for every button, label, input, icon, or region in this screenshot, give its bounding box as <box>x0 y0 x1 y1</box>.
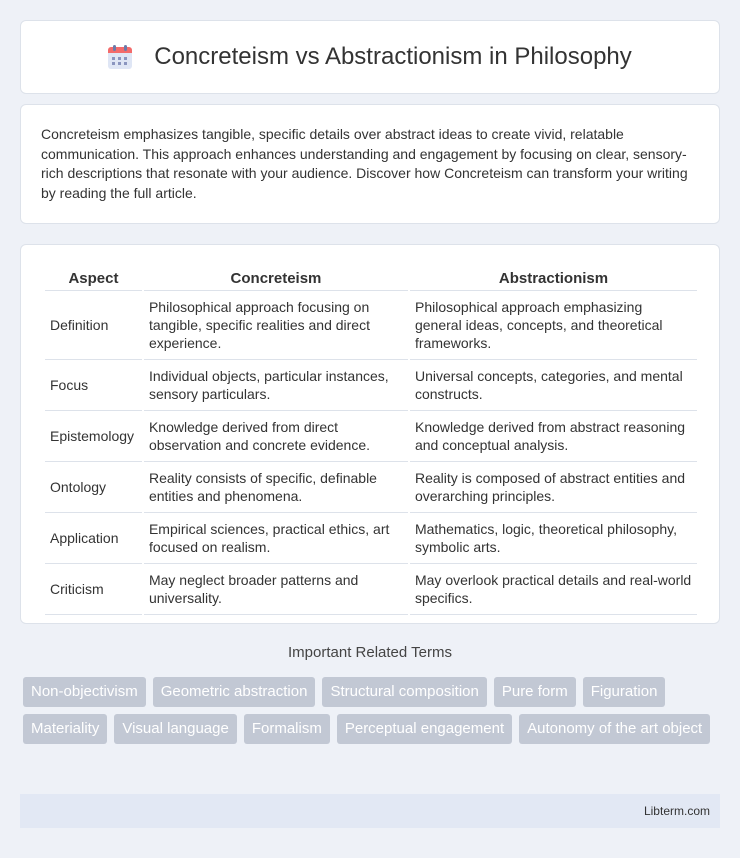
comparison-table <box>43 267 699 615</box>
table-row <box>45 411 697 462</box>
related-term-tag[interactable]: Materiality <box>23 714 107 744</box>
related-terms-title: Important Related Terms <box>288 644 452 661</box>
table-row <box>45 513 697 564</box>
related-term-tag[interactable]: Pure form <box>494 677 576 707</box>
column-header-abstractionism: Abstractionism <box>410 267 697 291</box>
table-row <box>45 564 697 615</box>
related-term-tag[interactable]: Non-objectivism <box>23 677 146 707</box>
related-terms-tags <box>23 677 723 751</box>
intro-card <box>20 104 720 224</box>
related-term-tag[interactable]: Perceptual engagement <box>337 714 512 744</box>
concreteism-cell: Reality consists of specific, definable entities and phenomena. <box>144 462 408 513</box>
concreteism-cell: Philosophical approach focusing on tangible, specific realities and direct experience. <box>144 291 408 360</box>
abstractionism-cell: Mathematics, logic, theoretical philosophy, symbolic arts. <box>410 513 697 564</box>
related-term-tag[interactable]: Visual language <box>114 714 236 744</box>
abstractionism-cell: Philosophical approach emphasizing general ideas, concepts, and theoretical frameworks. <box>410 291 697 360</box>
table-row <box>45 291 697 360</box>
aspect-cell: Focus <box>45 360 142 411</box>
table-row <box>45 360 697 411</box>
aspect-cell: Ontology <box>45 462 142 513</box>
table-header-row <box>45 267 697 291</box>
concreteism-cell: Empirical sciences, practical ethics, art focused on realism. <box>144 513 408 564</box>
abstractionism-cell: May overlook practical details and real-world specifics. <box>410 564 697 615</box>
aspect-cell: Definition <box>45 291 142 360</box>
abstractionism-cell: Reality is composed of abstract entities and overarching principles. <box>410 462 697 513</box>
abstractionism-cell: Universal concepts, categories, and mental constructs. <box>410 360 697 411</box>
related-term-tag[interactable]: Geometric abstraction <box>153 677 316 707</box>
related-term-tag[interactable]: Structural composition <box>322 677 486 707</box>
footer <box>20 794 720 828</box>
related-term-tag[interactable]: Autonomy of the art object <box>519 714 710 744</box>
concreteism-cell: Individual objects, particular instances, sensory particulars. <box>144 360 408 411</box>
page-title: Concreteism vs Abstractionism in Philosophy <box>154 43 632 70</box>
aspect-cell: Criticism <box>45 564 142 615</box>
table-row <box>45 462 697 513</box>
concreteism-cell: Knowledge derived from direct observation and concrete evidence. <box>144 411 408 462</box>
abstractionism-cell: Knowledge derived from abstract reasoning and conceptual analysis. <box>410 411 697 462</box>
related-term-tag[interactable]: Figuration <box>583 677 666 707</box>
column-header-concreteism: Concreteism <box>144 267 408 291</box>
intro-text: Concreteism emphasizes tangible, specific details over abstract ideas to create vivid, relatable communication. This approach enhances understanding and engagement by focusing on clear, sensory-rich descriptions that resonate with your audience. Discover how Concreteism can transform your writing by reading the full article. <box>41 126 688 201</box>
aspect-cell: Application <box>45 513 142 564</box>
column-header-aspect: Aspect <box>45 267 142 291</box>
related-term-tag[interactable]: Formalism <box>244 714 330 744</box>
footer-site-link[interactable]: Libterm.com <box>643 804 710 818</box>
page-header <box>20 20 720 94</box>
comparison-card <box>20 244 720 624</box>
concreteism-cell: May neglect broader patterns and universality. <box>144 564 408 615</box>
calendar-icon <box>108 45 132 69</box>
aspect-cell: Epistemology <box>45 411 142 462</box>
